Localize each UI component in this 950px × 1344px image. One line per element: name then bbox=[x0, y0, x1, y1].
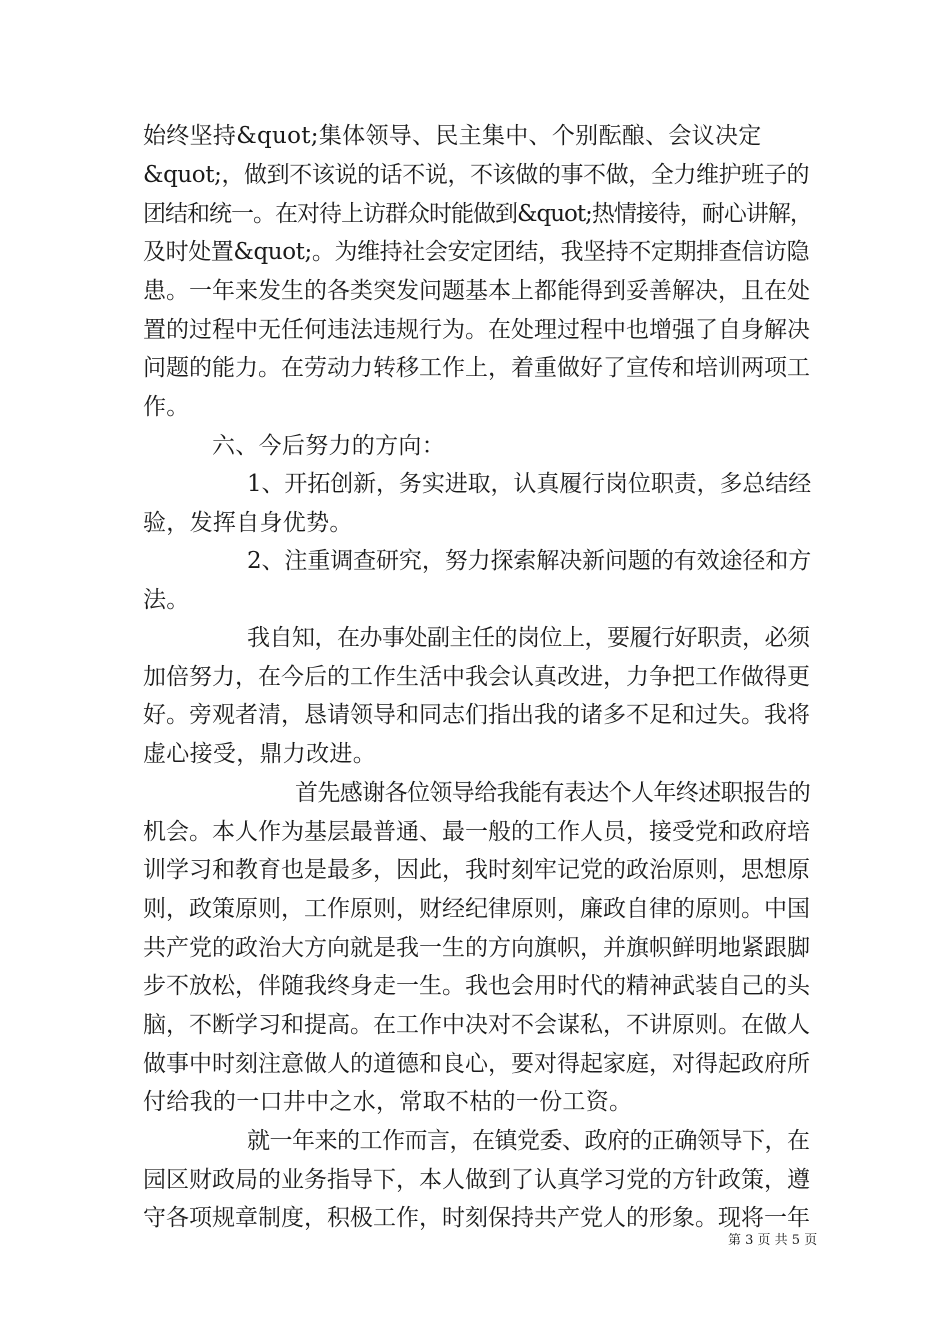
text-line: 训学习和教育也是最多，因此，我时刻牢记党的政治原则，思想原 bbox=[143, 857, 810, 883]
text-line: 患。一年来发生的各类突发问题基本上都能得到妥善解决，且在处 bbox=[143, 278, 810, 304]
text-line: 置的过程中无任何违法违规行为。在处理过程中也增强了自身解决 bbox=[143, 317, 810, 343]
text-line: 守各项规章制度，积极工作，时刻保持共产党人的形象。现将一年 bbox=[143, 1205, 810, 1231]
text-line: 做事中时刻注意做人的道德和良心，要对得起家庭，对得起政府所 bbox=[143, 1051, 810, 1077]
text-line: 则，政策原则，工作原则，财经纪律原则，廉政自律的原则。中国 bbox=[143, 896, 810, 922]
text-line: 机会。本人作为基层最普通、最一般的工作人员，接受党和政府培 bbox=[143, 819, 810, 845]
list-item: 2、注重调查研究，努力探索解决新问题的有效途径和方 bbox=[247, 548, 812, 574]
section-heading: 六、今后努力的方向： bbox=[212, 433, 445, 459]
text-line: 作。 bbox=[143, 394, 190, 420]
text-line: 步不放松，伴随我终身走一生。我也会用时代的精神武装自己的头 bbox=[143, 973, 810, 999]
list-item: 1、开拓创新，务实进取，认真履行岗位职责，多总结经 bbox=[247, 471, 812, 497]
page-number-footer: 第 3 页 共 5 页 bbox=[728, 1233, 818, 1248]
text-line: 园区财政局的业务指导下，本人做到了认真学习党的方针政策，遵 bbox=[143, 1167, 810, 1193]
paragraph-start: 我自知，在办事处副主任的岗位上，要履行好职责，必须 bbox=[247, 625, 810, 651]
text-line: &quot;，做到不该说的话不说，不该做的事不做，全力维护班子的 bbox=[143, 162, 810, 188]
text-line: 共产党的政治大方向就是我一生的方向旗帜，并旗帜鲜明地紧跟脚 bbox=[143, 935, 810, 961]
text-line: 脑，不断学习和提高。在工作中决对不会谋私，不讲原则。在做人 bbox=[143, 1012, 810, 1038]
text-line: 加倍努力，在今后的工作生活中我会认真改进，力争把工作做得更 bbox=[143, 664, 810, 690]
text-line: 好。旁观者清，恳请领导和同志们指出我的诸多不足和过失。我将 bbox=[143, 702, 810, 728]
text-line: 团结和统一。在对待上访群众时能做到&quot;热情接待，耐心讲解， bbox=[143, 201, 812, 227]
paragraph-start: 就一年来的工作而言，在镇党委、政府的正确领导下，在 bbox=[247, 1128, 810, 1154]
text-line: 付给我的一口井中之水，常取不枯的一份工资。 bbox=[143, 1089, 633, 1115]
text-line: 虚心接受，鼎力改进。 bbox=[143, 741, 376, 767]
paragraph-start: 首先感谢各位领导给我能有表达个人年终述职报告的 bbox=[295, 780, 811, 806]
text-line: 问题的能力。在劳动力转移工作上，着重做好了宣传和培训两项工 bbox=[143, 355, 810, 381]
text-line: 法。 bbox=[143, 587, 190, 613]
text-line: 验，发挥自身优势。 bbox=[143, 510, 353, 536]
text-line: 及时处置&quot;。为维持社会安定团结，我坚持不定期排查信访隐 bbox=[143, 239, 810, 265]
text-line: 始终坚持&quot;集体领导、民主集中、个别酝酿、会议决定 bbox=[143, 123, 762, 149]
